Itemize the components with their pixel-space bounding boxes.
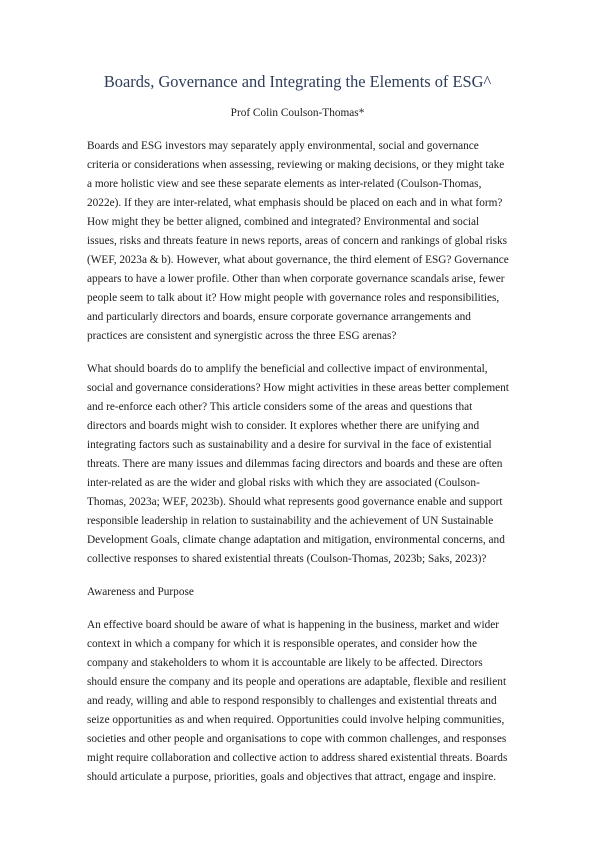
paragraph-3-line: An effective board should be aware of what is happening in the business, market and wider xyxy=(87,619,500,631)
section-heading: Awareness and Purpose xyxy=(87,586,194,598)
paragraph-1-line: issues, risks and threats feature in news reports, areas of concern and rankings of global risks xyxy=(87,235,508,247)
paragraph-3-line: should articulate a purpose, priorities, goals and objectives that attract, engage and inspire. xyxy=(87,771,497,783)
paragraph-1-line: Boards and ESG investors may separately apply environmental, social and governance xyxy=(87,140,479,152)
paragraph-2-line: and re-enforce each other? This article considers some of the areas and questions that xyxy=(87,401,473,413)
paragraph-1-line: appears to have a lower profile. Other than when corporate governance scandals arise, fewer xyxy=(87,273,505,285)
paragraph-3-line: company and stakeholders to whom it is accountable are likely to be affected. Directors xyxy=(87,657,483,669)
paragraph-1-line: 2022e). If they are inter-related, what emphasis should be placed on each and in what form? xyxy=(87,197,503,209)
paragraph-3-line: should ensure the company and its people and operations are adaptable, flexible and resilient xyxy=(87,676,507,688)
paragraph-2-line: Development Goals, climate change adaptation and mitigation, environmental concerns, and xyxy=(87,534,505,546)
paragraph-1-line: criteria or considerations when assessing, reviewing or making decisions, or they might take xyxy=(87,159,505,171)
paragraph-3-line: and ready, willing and able to respond responsibly to challenges and existential threats and xyxy=(87,695,497,707)
paragraph-1-line: a more holistic view and see these separate elements as inter-related (Coulson-Thomas, xyxy=(87,178,482,190)
document-author: Prof Colin Coulson-Thomas* xyxy=(230,107,365,119)
paragraph-3-line: societies and other people and organisations to cope with common challenges, and responses xyxy=(87,733,507,745)
paragraph-2-line: inter-related as are the wider and global risks with which they are associated (Coulson- xyxy=(87,477,480,489)
paragraph-1-line: How might they be better aligned, combined and integrated? Environmental and social xyxy=(87,216,480,228)
paragraph-2-line: responsible leadership in relation to sustainability and the achievement of UN Sustainable xyxy=(87,515,494,527)
paragraph-1-line: practices are consistent and synergistic across the three ESG arenas? xyxy=(87,330,397,342)
paragraph-2-line: What should boards do to amplify the beneficial and collective impact of environmental, xyxy=(87,363,488,375)
paragraph-2-line: integrating factors such as sustainability and a desire for survival in the face of existential xyxy=(87,439,492,451)
paragraph-2-line: threats. There are many issues and dilemmas facing directors and boards and these are often xyxy=(87,458,503,470)
paragraph-1-line: and particularly directors and boards, ensure corporate governance arrangements and xyxy=(87,311,471,323)
document-title: Boards, Governance and Integrating the Elements of ESG^ xyxy=(103,72,492,91)
paragraph-1-line: (WEF, 2023a & b). However, what about governance, the third element of ESG? Governance xyxy=(87,254,509,266)
paragraph-1-line: people seem to talk about it? How might people with governance roles and responsibilities, xyxy=(87,292,500,304)
paragraph-2-line: collective responses to shared existential threats (Coulson-Thomas, 2023b; Saks, 2023)? xyxy=(87,553,487,565)
paragraph-3-line: seize opportunities as and when required. Opportunities could involve helping communities, xyxy=(87,714,505,726)
paragraph-3-line: context in which a company for which it is responsible operates, and consider how the xyxy=(87,638,477,650)
paragraph-3-line: might require collaboration and collective action to address shared existential threats. Boards xyxy=(87,752,508,764)
paragraph-2-line: directors and boards might wish to consider. It explores whether there are unifying and xyxy=(87,420,480,432)
paragraph-2-line: social and governance considerations? How might activities in these areas better complement xyxy=(87,382,509,394)
paragraph-2-line: Thomas, 2023a; WEF, 2023b). Should what represents good governance enable and support xyxy=(87,496,503,508)
